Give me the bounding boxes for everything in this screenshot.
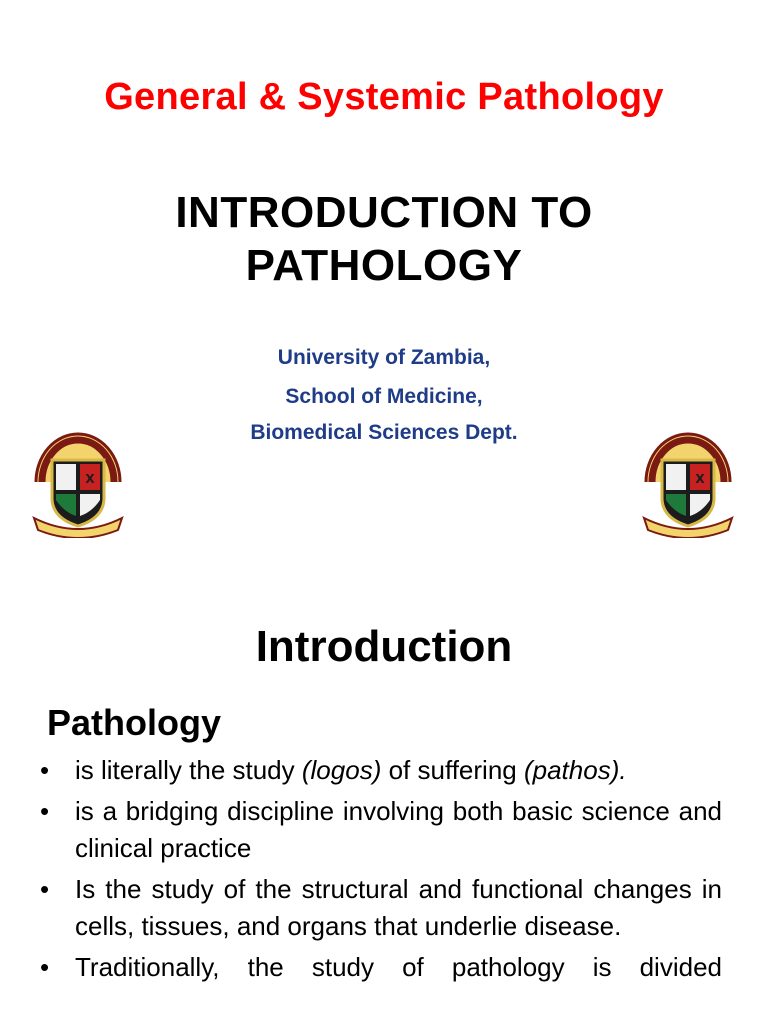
bullet-text: is a bridging discipline involving both basic science and clinical practice xyxy=(75,796,722,863)
bullet-emphasis: (logos) xyxy=(301,755,382,785)
bullet-text: Traditionally, the study of pathology is divided xyxy=(75,952,722,982)
bullet-emphasis: (pathos). xyxy=(523,755,627,785)
bullet-text: of suffering xyxy=(381,755,524,785)
svg-text:X: X xyxy=(85,472,95,486)
bullet-text: is literally the study xyxy=(75,755,302,785)
affiliation-school: School of Medicine, xyxy=(285,385,483,408)
university-seal-icon xyxy=(638,420,738,538)
main-title xyxy=(0,186,768,292)
affiliation-department: Biomedical Sciences Dept. xyxy=(250,421,518,444)
pathology-subheading: Pathology xyxy=(47,702,222,743)
main-title-line-1: INTRODUCTION TO xyxy=(175,188,593,237)
svg-text:X: X xyxy=(695,472,705,486)
bullet-list xyxy=(40,752,722,990)
bullet-item xyxy=(40,949,722,986)
slide-heading: Introduction xyxy=(255,622,513,671)
bullet-item xyxy=(40,793,722,867)
bullet-icon: • xyxy=(40,796,50,826)
introduction-slide xyxy=(0,580,768,1024)
bullet-item xyxy=(40,752,722,789)
university-seal-icon xyxy=(28,420,128,538)
affiliation-university: University of Zambia, xyxy=(277,346,491,369)
course-title: General & Systemic Pathology xyxy=(104,76,664,118)
bullet-icon: • xyxy=(40,874,50,904)
bullet-icon: • xyxy=(40,755,50,785)
bullet-icon: • xyxy=(40,952,50,982)
bullet-item xyxy=(40,871,722,945)
main-title-line-2: PATHOLOGY xyxy=(245,241,523,290)
bullet-text: Is the study of the structural and functional changes in cells, tissues, and organs that underlie disease. xyxy=(75,874,722,941)
